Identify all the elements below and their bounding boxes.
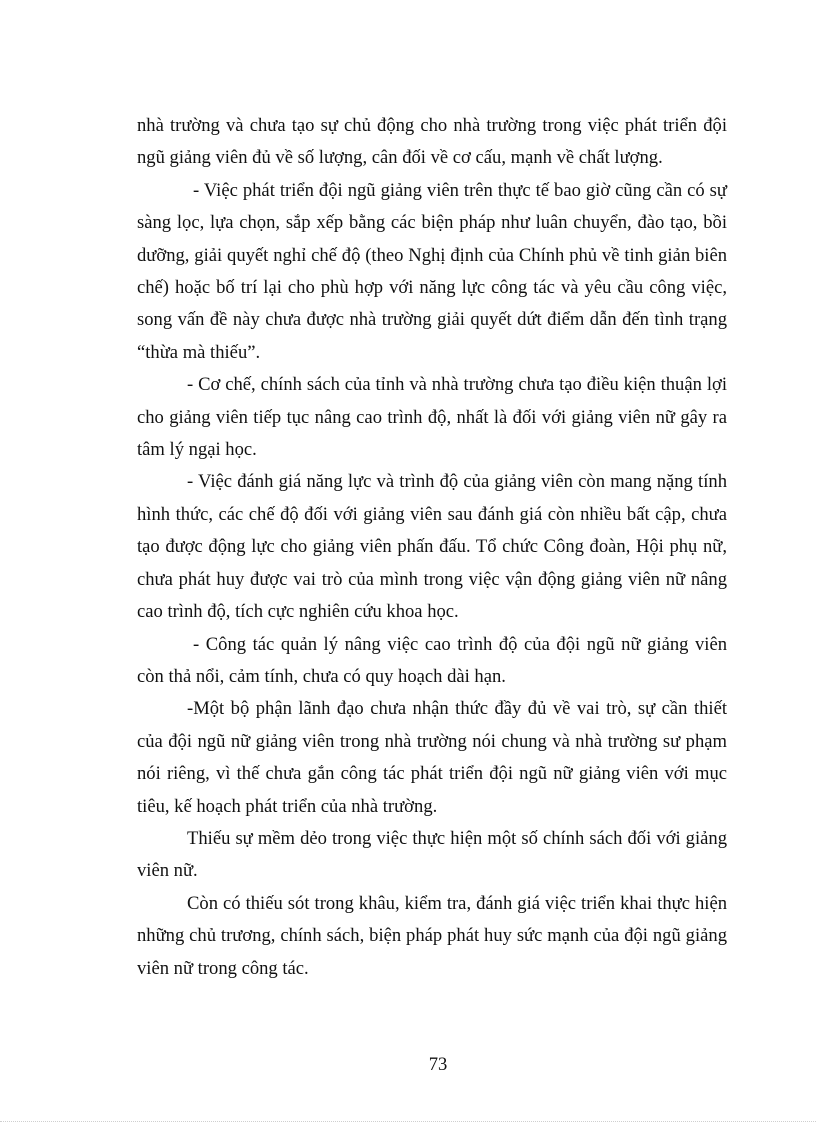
paragraph-inspection: Còn có thiếu sót trong khâu, kiểm tra, đánh giá việc triển khai thực hiện những chủ trương, chính sách, biện pháp phát huy sức mạnh của đội ngũ giảng viên nữ trong công tác. <box>137 892 727 979</box>
paragraph-policy-mechanism: - Cơ chế, chính sách của tỉnh và nhà trường chưa tạo điều kiện thuận lợi cho giảng viên tiếp tục nâng cao trình độ, nhất là đối với giảng viên nữ gây ra tâm lý ngại học. <box>137 374 727 461</box>
page-number: 73 <box>428 1054 448 1075</box>
paragraph-staff-screening: - Việc phát triển đội ngũ giảng viên trên thực tế bao giờ cũng cần có sự sàng lọc, lựa chọn, sắp xếp bằng các biện pháp như luân chuyển, đào tạo, bồi dưỡng, giải quyết nghỉ chế độ (theo Nghị định của Chính phủ về tinh giản biên chế) hoặc bố trí lại cho phù hợp với năng lực công tác và yêu cầu công việc, song vấn đề này chưa được nhà trường giải quyết dứt điểm dẫn đến tình trạng “thừa mà thiếu”. <box>137 179 727 363</box>
paragraph-continuation: nhà trường và chưa tạo sự chủ động cho nhà trường trong việc phát triển đội ngũ giảng viên đủ về số lượng, cân đối về cơ cấu, mạnh về chất lượng. <box>137 115 727 169</box>
paragraph-management: - Công tác quản lý nâng việc cao trình độ của đội ngũ nữ giảng viên còn thả nổi, cảm tính, chưa có quy hoạch dài hạn. <box>137 633 727 687</box>
paragraph-assessment: - Việc đánh giá năng lực và trình độ của giảng viên còn mang nặng tính hình thức, các chế độ đối với giảng viên sau đánh giá còn nhiều bất cập, chưa tạo được động lực cho giảng viên phấn đấu. Tổ chức Công đoàn, Hội phụ nữ, chưa phát huy được vai trò của mình trong việc vận động giảng viên nữ nâng cao trình độ, tích cực nghiên cứu khoa học. <box>137 471 727 623</box>
body-text <box>137 110 727 985</box>
paragraph-flexibility: Thiếu sự mềm dẻo trong việc thực hiện một số chính sách đối với giảng viên nữ. <box>137 827 727 882</box>
paragraph-leadership-awareness: -Một bộ phận lãnh đạo chưa nhận thức đầy đủ về vai trò, sự cần thiết của đội ngũ nữ giảng viên trong nhà trường nói chung và nhà trường sư phạm nói riêng, vì thế chưa gắn công tác phát triển đội ngũ nữ giảng viên với mục tiêu, kế hoạch phát triển của nhà trường. <box>137 698 727 817</box>
page-bottom-divider <box>0 1121 816 1122</box>
